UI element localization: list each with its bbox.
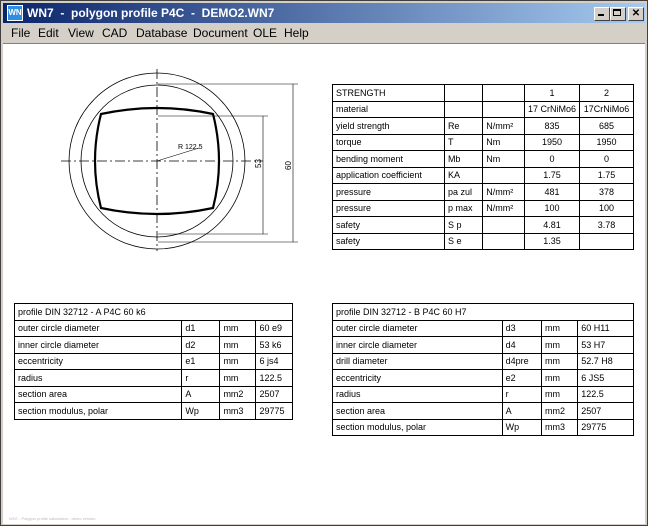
profile-title: profile DIN 32712 - A P4C 60 k6 (15, 304, 293, 321)
dim-inner-label: 53 (254, 159, 263, 168)
table-cell: outer circle diameter (333, 320, 503, 337)
footer-note: WN7 - Polygon profile calculation - demo version (9, 516, 96, 521)
table-cell: section area (15, 386, 182, 403)
table-cell: 378 (579, 184, 633, 201)
table-cell: 53 k6 (256, 337, 293, 354)
table-cell: 17 CrNiMo6 (524, 101, 579, 118)
table-cell: torque (333, 134, 445, 151)
menu-ole[interactable]: OLE (253, 26, 278, 40)
table-cell: eccentricity (333, 370, 503, 387)
menu-database[interactable]: Database (136, 26, 188, 40)
table-row (333, 233, 634, 250)
table-header-row (333, 85, 634, 102)
table-row (333, 403, 634, 420)
table-cell: 1950 (579, 134, 633, 151)
table-cell: 100 (524, 200, 579, 217)
table-row (333, 167, 634, 184)
table-cell: inner circle diameter (15, 337, 182, 354)
table-row (333, 184, 634, 201)
table-row (15, 337, 293, 354)
table-cell: yield strength (333, 118, 445, 135)
table-cell: e1 (182, 353, 220, 370)
table-cell: 0 (524, 151, 579, 168)
table-cell: inner circle diameter (333, 337, 503, 354)
table-cell: 2507 (256, 386, 293, 403)
table-row (333, 353, 634, 370)
table-cell: 100 (579, 200, 633, 217)
table-cell: d1 (182, 320, 220, 337)
table-row (333, 419, 634, 436)
table-cell: section area (333, 403, 503, 420)
table-row (333, 370, 634, 387)
table-row (15, 403, 293, 420)
table-cell (444, 101, 482, 118)
menu-view[interactable]: View (68, 26, 94, 40)
table-cell: d4 (502, 337, 541, 354)
table-row (333, 320, 634, 337)
table-row (333, 101, 634, 118)
table-cell: 0 (579, 151, 633, 168)
title-bar[interactable] (3, 3, 645, 23)
header-cell (444, 85, 482, 102)
table-cell (483, 217, 525, 234)
table-cell: 1950 (524, 134, 579, 151)
profile-title-row (15, 304, 293, 321)
header-cell: 1 (524, 85, 579, 102)
radius-label: R 122.5 (178, 144, 203, 151)
table-cell: eccentricity (15, 353, 182, 370)
table-cell: Wp (502, 419, 541, 436)
dim-outer-label: 60 (284, 161, 293, 170)
maximize-button[interactable] (610, 7, 626, 21)
table-cell: section modulus, polar (333, 419, 503, 436)
table-row (15, 370, 293, 387)
table-cell: mm (220, 353, 256, 370)
table-cell: bending moment (333, 151, 445, 168)
strength-table (332, 84, 634, 250)
table-row (333, 151, 634, 168)
table-cell: 1.35 (524, 233, 579, 250)
table-cell: Mb (444, 151, 482, 168)
close-icon: ✕ (631, 8, 641, 19)
table-cell: material (333, 101, 445, 118)
table-cell: mm (541, 320, 577, 337)
table-cell: d4pre (502, 353, 541, 370)
table-cell: 122.5 (578, 386, 634, 403)
menu-edit[interactable]: Edit (38, 26, 59, 40)
table-cell: 835 (524, 118, 579, 135)
table-cell: N/mm² (483, 200, 525, 217)
table-cell: mm2 (220, 386, 256, 403)
menu-help[interactable]: Help (284, 26, 309, 40)
table-cell: application coefficient (333, 167, 445, 184)
menu-bar (3, 23, 645, 42)
table-cell: mm (220, 320, 256, 337)
table-cell: 1.75 (524, 167, 579, 184)
table-cell: pressure (333, 184, 445, 201)
table-cell: mm3 (541, 419, 577, 436)
table-cell: r (182, 370, 220, 387)
table-cell: 481 (524, 184, 579, 201)
table-cell: 3.78 (579, 217, 633, 234)
table-cell (483, 233, 525, 250)
minimize-button[interactable] (594, 7, 610, 21)
table-cell: 29775 (256, 403, 293, 420)
table-cell: 60 H11 (578, 320, 634, 337)
table-cell: mm (541, 353, 577, 370)
table-cell: S p (444, 217, 482, 234)
header-cell (483, 85, 525, 102)
table-cell: 60 e9 (256, 320, 293, 337)
table-cell: r (502, 386, 541, 403)
table-cell: A (182, 386, 220, 403)
menu-cad[interactable]: CAD (102, 26, 128, 40)
table-cell: 685 (579, 118, 633, 135)
table-cell: S e (444, 233, 482, 250)
table-cell: 52.7 H8 (578, 353, 634, 370)
table-row (15, 353, 293, 370)
table-cell: T (444, 134, 482, 151)
table-cell: pressure (333, 200, 445, 217)
profile-title: profile DIN 32712 - B P4C 60 H7 (333, 304, 634, 321)
app-icon[interactable]: WN (7, 5, 23, 21)
table-row (333, 337, 634, 354)
table-cell: 29775 (578, 419, 634, 436)
table-cell: 17CrNiMo6 (579, 101, 633, 118)
table-cell: d2 (182, 337, 220, 354)
table-cell: N/mm² (483, 184, 525, 201)
table-cell: KA (444, 167, 482, 184)
table-cell: 6 js4 (256, 353, 293, 370)
document-canvas[interactable] (3, 43, 645, 524)
table-cell: Wp (182, 403, 220, 420)
menu-document[interactable]: Document (193, 26, 248, 40)
table-cell: mm (220, 370, 256, 387)
profile-a-table (14, 303, 293, 420)
header-cell: 2 (579, 85, 633, 102)
table-cell: e2 (502, 370, 541, 387)
table-cell: 4.81 (524, 217, 579, 234)
polygon-profile-drawing (3, 44, 303, 264)
table-cell: mm (220, 337, 256, 354)
table-cell: outer circle diameter (15, 320, 182, 337)
table-cell: mm2 (541, 403, 577, 420)
close-button[interactable] (628, 7, 644, 21)
table-cell: mm (541, 386, 577, 403)
minimize-icon (598, 14, 604, 16)
table-cell: radius (333, 386, 503, 403)
table-cell: mm (541, 337, 577, 354)
table-cell: 6 JS5 (578, 370, 634, 387)
table-cell: N/mm² (483, 118, 525, 135)
table-cell: Re (444, 118, 482, 135)
table-cell: p max (444, 200, 482, 217)
table-row (333, 134, 634, 151)
profile-title-row (333, 304, 634, 321)
table-cell: d3 (502, 320, 541, 337)
table-row (15, 320, 293, 337)
table-cell (483, 101, 525, 118)
table-cell: 53 H7 (578, 337, 634, 354)
table-cell: Nm (483, 134, 525, 151)
table-row (333, 118, 634, 135)
table-cell: 122.5 (256, 370, 293, 387)
menu-file[interactable]: File (11, 26, 31, 40)
table-cell: 1.75 (579, 167, 633, 184)
table-cell: pa zul (444, 184, 482, 201)
table-cell: A (502, 403, 541, 420)
table-cell (483, 167, 525, 184)
table-cell: 2507 (578, 403, 634, 420)
table-cell: Nm (483, 151, 525, 168)
table-cell: radius (15, 370, 182, 387)
table-row (333, 200, 634, 217)
table-row (333, 386, 634, 403)
table-row (15, 386, 293, 403)
table-cell: safety (333, 233, 445, 250)
table-cell: safety (333, 217, 445, 234)
table-row (333, 217, 634, 234)
table-cell: drill diameter (333, 353, 503, 370)
table-cell: mm (541, 370, 577, 387)
table-cell: mm3 (220, 403, 256, 420)
profile-b-table (332, 303, 634, 436)
table-cell: section modulus, polar (15, 403, 182, 420)
table-cell (579, 233, 633, 250)
window-title: WN7 - polygon profile P4C - DEMO2.WN7 (27, 6, 275, 20)
maximize-icon (613, 9, 621, 16)
header-cell: STRENGTH (333, 85, 445, 102)
